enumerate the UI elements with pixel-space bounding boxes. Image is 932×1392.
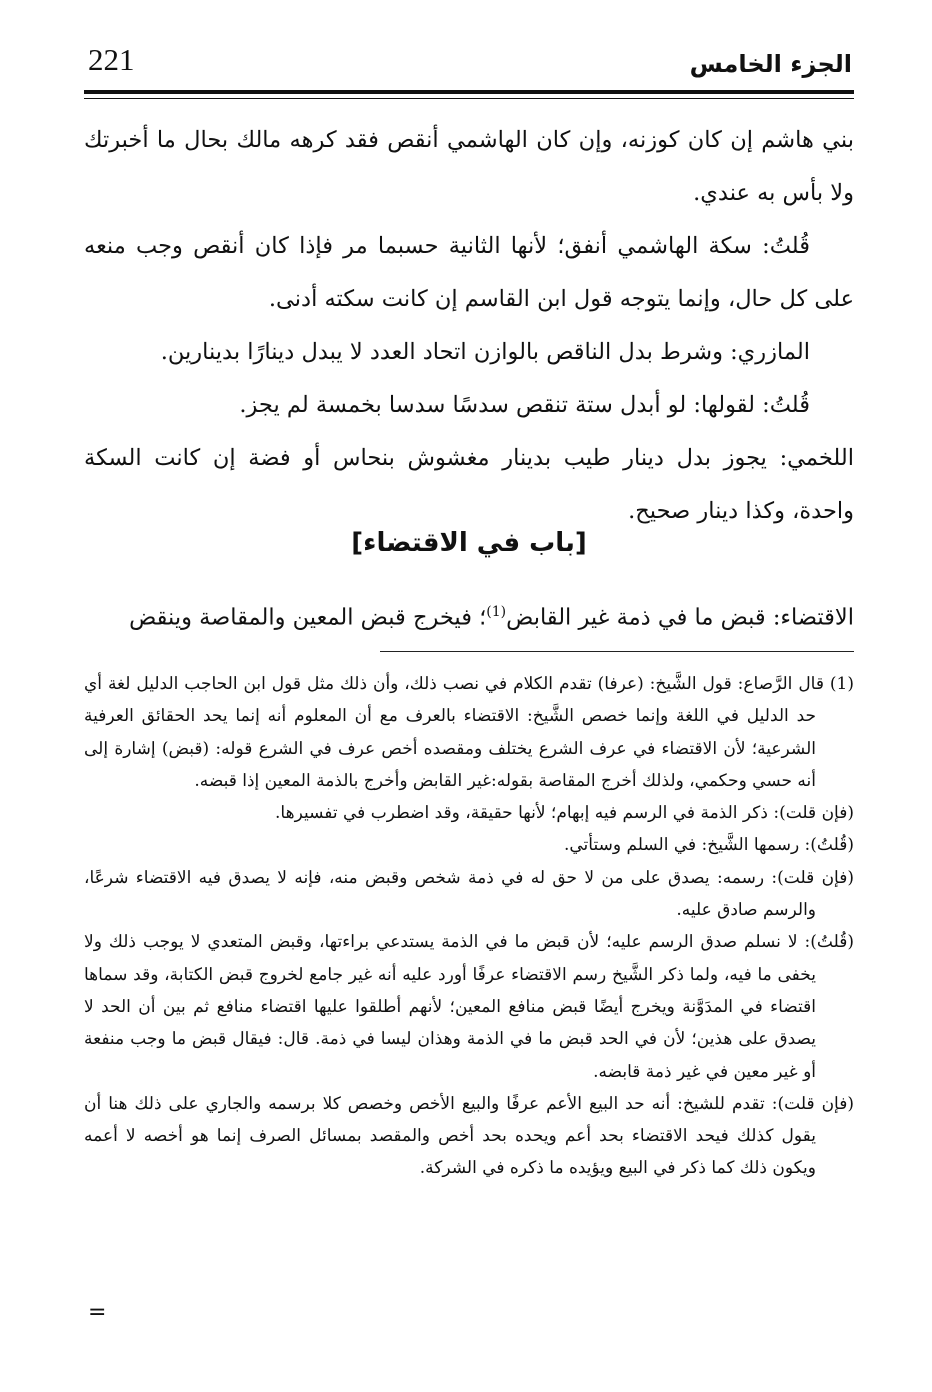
footnote-entry: (قُلتُ): لا نسلم صدق الرسم عليه؛ لأن قبض ما في الذمة يستدعي براءتها، وقبض المتعدي لا يوجب ذلك ولا يخفى ما فيه، ولما ذكر الشَّيخ رسم الاقتضاء عرفًا أورد عليه أنه غير جامع لخروج قبض الكتابة، وقد سماها اقتضاء في المدَوَّنة ويخرج أيضًا قبض منافع المعين؛ لأنهم أطلقوا عليها اقتضاء منافع ثم بين أن الحد لا يصدق على هذين؛ لأن في الحد قبض ما في الذمة وهذان ليسا في ذمة. قال: فيقال قبض ما وجب منفعة أو غير معين في غير ذمة قابضه.	[84, 932, 854, 1082]
running-title: الجزء الخامس	[689, 50, 852, 78]
continuation-mark: =	[88, 1300, 107, 1325]
paragraph: اللخمي: يجوز بدل دينار طيب بدينار مغشوش بنحاس أو فضة إن كانت السكة واحدة، وكذا دينار صحيح.	[84, 445, 854, 524]
footnote-entry: (فإن قلت): ذكر الذمة في الرسم فيه إبهام؛ لأنها حقيقة، وقد اضطرب في تفسيرها.	[275, 803, 854, 824]
definition-text-continued: ؛ فيخرج قبض المعين والمقاصة وينقض	[129, 604, 487, 631]
paragraph: بني هاشم إن كان كوزنه، وإن كان الهاشمي أنقص فقد كرهه مالك بحال ما أخبرتك ولا بأس به عندي.	[84, 127, 854, 206]
section-title: [باب في الاقتضاء]	[351, 528, 587, 558]
header-rule-thin	[84, 98, 854, 99]
page-number: 221	[88, 42, 135, 77]
header-rule-thick	[84, 90, 854, 94]
footnote-entry: (فإن قلت): رسمه: يصدق على من لا حق له في ذمة شخص وقبض منه، فإنه لا يصدق فيه الاقتضاء شرعًا، والرسم صادق عليه.	[84, 867, 854, 921]
footnote-entry: (فإن قلت): تقدم للشيخ: أنه حد البيع الأعم عرفًا والبيع الأخص وخصص كلا برسمه والجاري على ذلك هنا أن يقول كذلك فيحد الاقتضاء بحد أعم ويحده بحد أخص والمقصد بمسائل الصرف إنما هو أخصه لا أعمه ويكون ذلك كما ذكر في البيع ويؤيده ما ذكره في الشركة.	[84, 1093, 854, 1179]
definition-paragraph	[84, 592, 854, 638]
paragraph: قُلتُ: سكة الهاشمي أنفق؛ لأنها الثانية حسبما مر فإذا كان أنقص وجب منعه على كل حال، وإنما يتوجه قول ابن القاسم إن كانت سكته أدنى.	[84, 233, 854, 312]
footnote-entry: (قُلتُ): رسمها الشَّيخ: في السلم وستأتي.	[563, 835, 854, 856]
footnote-separator	[380, 651, 854, 652]
page-header	[84, 40, 854, 90]
footnotes	[84, 668, 854, 1185]
paragraph: قُلتُ: لقولها: لو أبدل ستة تنقص سدسًا سدسا بخمسة لم يجز.	[239, 392, 810, 418]
paragraph: المازري: وشرط بدل الناقص بالوازن اتحاد العدد لا يبدل دينارًا بدينارين.	[160, 339, 810, 365]
main-text	[84, 114, 854, 538]
footnote-reference: (1)	[486, 604, 507, 620]
definition-text: الاقتضاء: قبض ما في ذمة غير القابض	[506, 604, 854, 631]
footnote-entry: (1) قال الرَّصاع: قول الشَّيخ: (عرفا) تقدم الكلام في نصب ذلك، وأن ذلك مثل قول ابن الحاجب الدليل لغة أي حد الدليل في اللغة وإنما خصص الشَّيخ: الاقتضاء بالعرف مع أن المعلوم أنه إنما يحد الحقائق العرفية الشرعية؛ لأن الاقتضاء في عرف الشرع يختلف ومقصده أخص عرف في الشرع قوله: (قبض) إشارة إلى أنه حسي وحكمي، ولذلك أخرج المقاصة بقوله:غير القابض وأخرج بالذمة المعين إذا قبضه.	[84, 674, 854, 791]
